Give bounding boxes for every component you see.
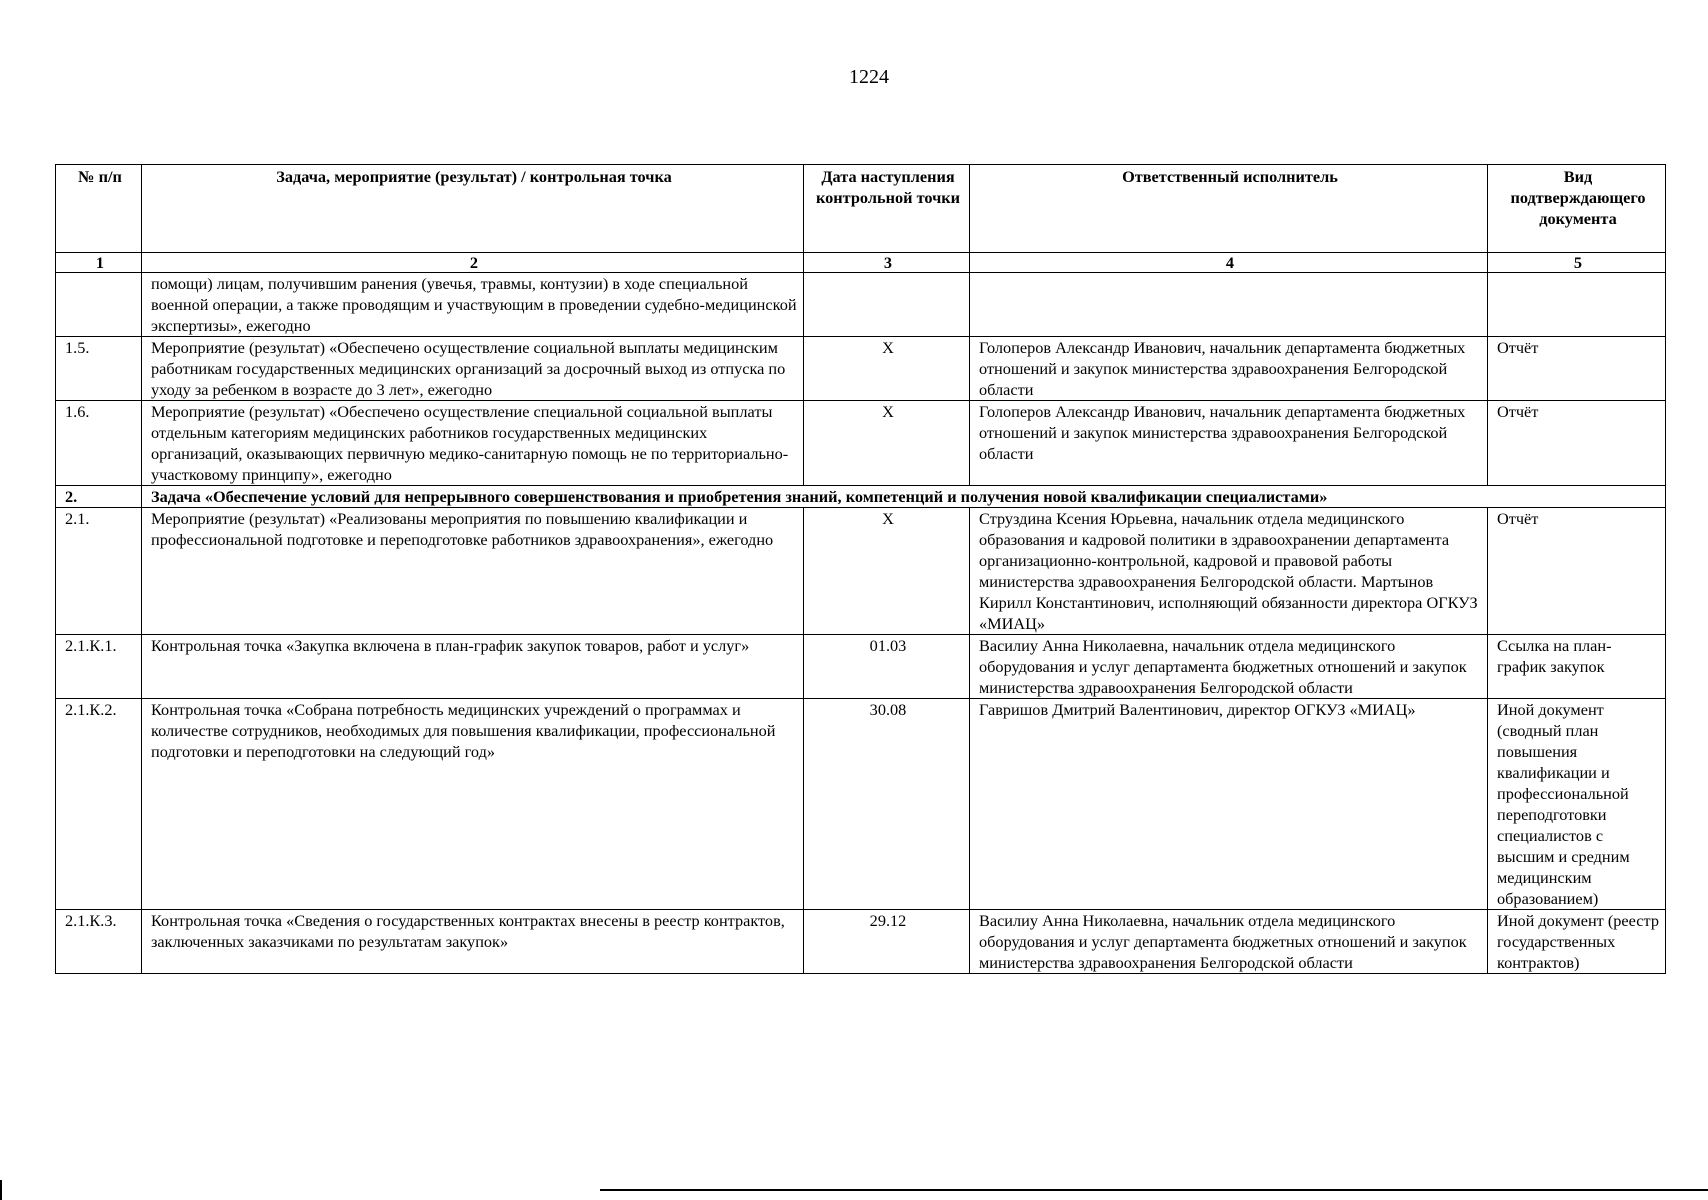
header-row xyxy=(56,165,1666,253)
row-date: Х xyxy=(804,337,970,401)
row-task: Мероприятие (результат) «Обеспечено осуществление специальной социальной выплаты отдельным категориям медицинских работников государственных медицинских организаций, оказывающих первичную медико-санитарную помощь не по территориально-участковому принципу», ежегодно xyxy=(142,401,804,486)
table-row xyxy=(56,401,1666,486)
row-responsible xyxy=(970,273,1488,337)
header-num: № п/п xyxy=(56,165,142,253)
page-number: 1224 xyxy=(849,66,889,88)
row-responsible: Голоперов Александр Иванович, начальник департамента бюджетных отношений и закупок министерства здравоохранения Белгородской области xyxy=(970,337,1488,401)
row-num: 2.1.К.1. xyxy=(56,635,142,699)
row-date: Х xyxy=(804,508,970,635)
table-row xyxy=(56,910,1666,974)
plan-table xyxy=(55,164,1666,974)
row-date: 29.12 xyxy=(804,910,970,974)
row-responsible: Василиу Анна Николаевна, начальник отдела медицинского оборудования и услуг департамента бюджетных отношений и закупок министерства здравоохранения Белгородской области xyxy=(970,635,1488,699)
column-number: 2 xyxy=(142,253,804,273)
table-row xyxy=(56,508,1666,635)
row-num: 2.1.К.3. xyxy=(56,910,142,974)
task-num: 2. xyxy=(56,486,142,508)
row-date xyxy=(804,273,970,337)
row-num: 1.6. xyxy=(56,401,142,486)
row-responsible: Голоперов Александр Иванович, начальник департамента бюджетных отношений и закупок министерства здравоохранения Белгородской области xyxy=(970,401,1488,486)
table-row xyxy=(56,273,1666,337)
row-responsible: Струздина Ксения Юрьевна, начальник отдела медицинского образования и кадровой политики в здравоохранении департамента организационно-контрольной, кадровой и правовой работы министерства здравоохранения Белгородской области. Мартынов Кирилл Константинович, исполняющий обязанности директора ОГКУЗ «МИАЦ» xyxy=(970,508,1488,635)
row-doc: Отчёт xyxy=(1488,401,1666,486)
row-responsible: Гавришов Дмитрий Валентинович, директор ОГКУЗ «МИАЦ» xyxy=(970,699,1488,910)
header-responsible: Ответственный исполнитель xyxy=(970,165,1488,253)
table-row xyxy=(56,337,1666,401)
column-number: 5 xyxy=(1488,253,1666,273)
scan-edge-line xyxy=(600,1189,1708,1191)
header-doc: Вид подтверждающего документа xyxy=(1488,165,1666,253)
table-row xyxy=(56,699,1666,910)
row-responsible: Василиу Анна Николаевна, начальник отдела медицинского оборудования и услуг департамента бюджетных отношений и закупок министерства здравоохранения Белгородской области xyxy=(970,910,1488,974)
table-row xyxy=(56,635,1666,699)
row-date: Х xyxy=(804,401,970,486)
task-row xyxy=(56,486,1666,508)
row-num: 2.1. xyxy=(56,508,142,635)
row-doc: Ссылка на план-график закупок xyxy=(1488,635,1666,699)
row-doc xyxy=(1488,273,1666,337)
row-task: Мероприятие (результат) «Реализованы мероприятия по повышению квалификации и профессиональной подготовке и переподготовке работников здравоохранения», ежегодно xyxy=(142,508,804,635)
task-title: Задача «Обеспечение условий для непрерывного совершенствования и приобретения знаний, компетенций и получения новой квалификации специалистами» xyxy=(142,486,1666,508)
row-task: помощи) лицам, получившим ранения (увечья, травмы, контузии) в ходе специальной военной операции, а также проводящим и участвующим в проведении судебно-медицинской экспертизы», ежегодно xyxy=(142,273,804,337)
row-task: Контрольная точка «Собрана потребность медицинских учреждений о программах и количестве сотрудников, необходимых для повышения квалификации, профессиональной подготовки и переподготовки на следующий год» xyxy=(142,699,804,910)
row-date: 01.03 xyxy=(804,635,970,699)
header-date: Дата наступления контрольной точки xyxy=(804,165,970,253)
column-number: 4 xyxy=(970,253,1488,273)
row-task: Мероприятие (результат) «Обеспечено осуществление социальной выплаты медицинским работникам государственных медицинских организаций за досрочный выход из отпуска по уходу за ребенком в возрасте до 3 лет», ежегодно xyxy=(142,337,804,401)
row-doc: Отчёт xyxy=(1488,508,1666,635)
row-doc: Иной документ (сводный план повышения квалификации и профессиональной переподготовки специалистов с высшим и средним медицинским образованием) xyxy=(1488,699,1666,910)
row-num: 2.1.К.2. xyxy=(56,699,142,910)
row-date: 30.08 xyxy=(804,699,970,910)
column-number: 3 xyxy=(804,253,970,273)
row-num xyxy=(56,273,142,337)
column-numbers-row xyxy=(56,253,1666,273)
column-number: 1 xyxy=(56,253,142,273)
row-task: Контрольная точка «Сведения о государственных контрактах внесены в реестр контрактов, заключенных заказчиками по результатам закупок» xyxy=(142,910,804,974)
row-doc: Иной документ (реестр государственных контрактов) xyxy=(1488,910,1666,974)
row-doc: Отчёт xyxy=(1488,337,1666,401)
row-num: 1.5. xyxy=(56,337,142,401)
scan-edge-mark xyxy=(0,1180,2,1200)
row-task: Контрольная точка «Закупка включена в план-график закупок товаров, работ и услуг» xyxy=(142,635,804,699)
header-task: Задача, мероприятие (результат) / контрольная точка xyxy=(142,165,804,253)
